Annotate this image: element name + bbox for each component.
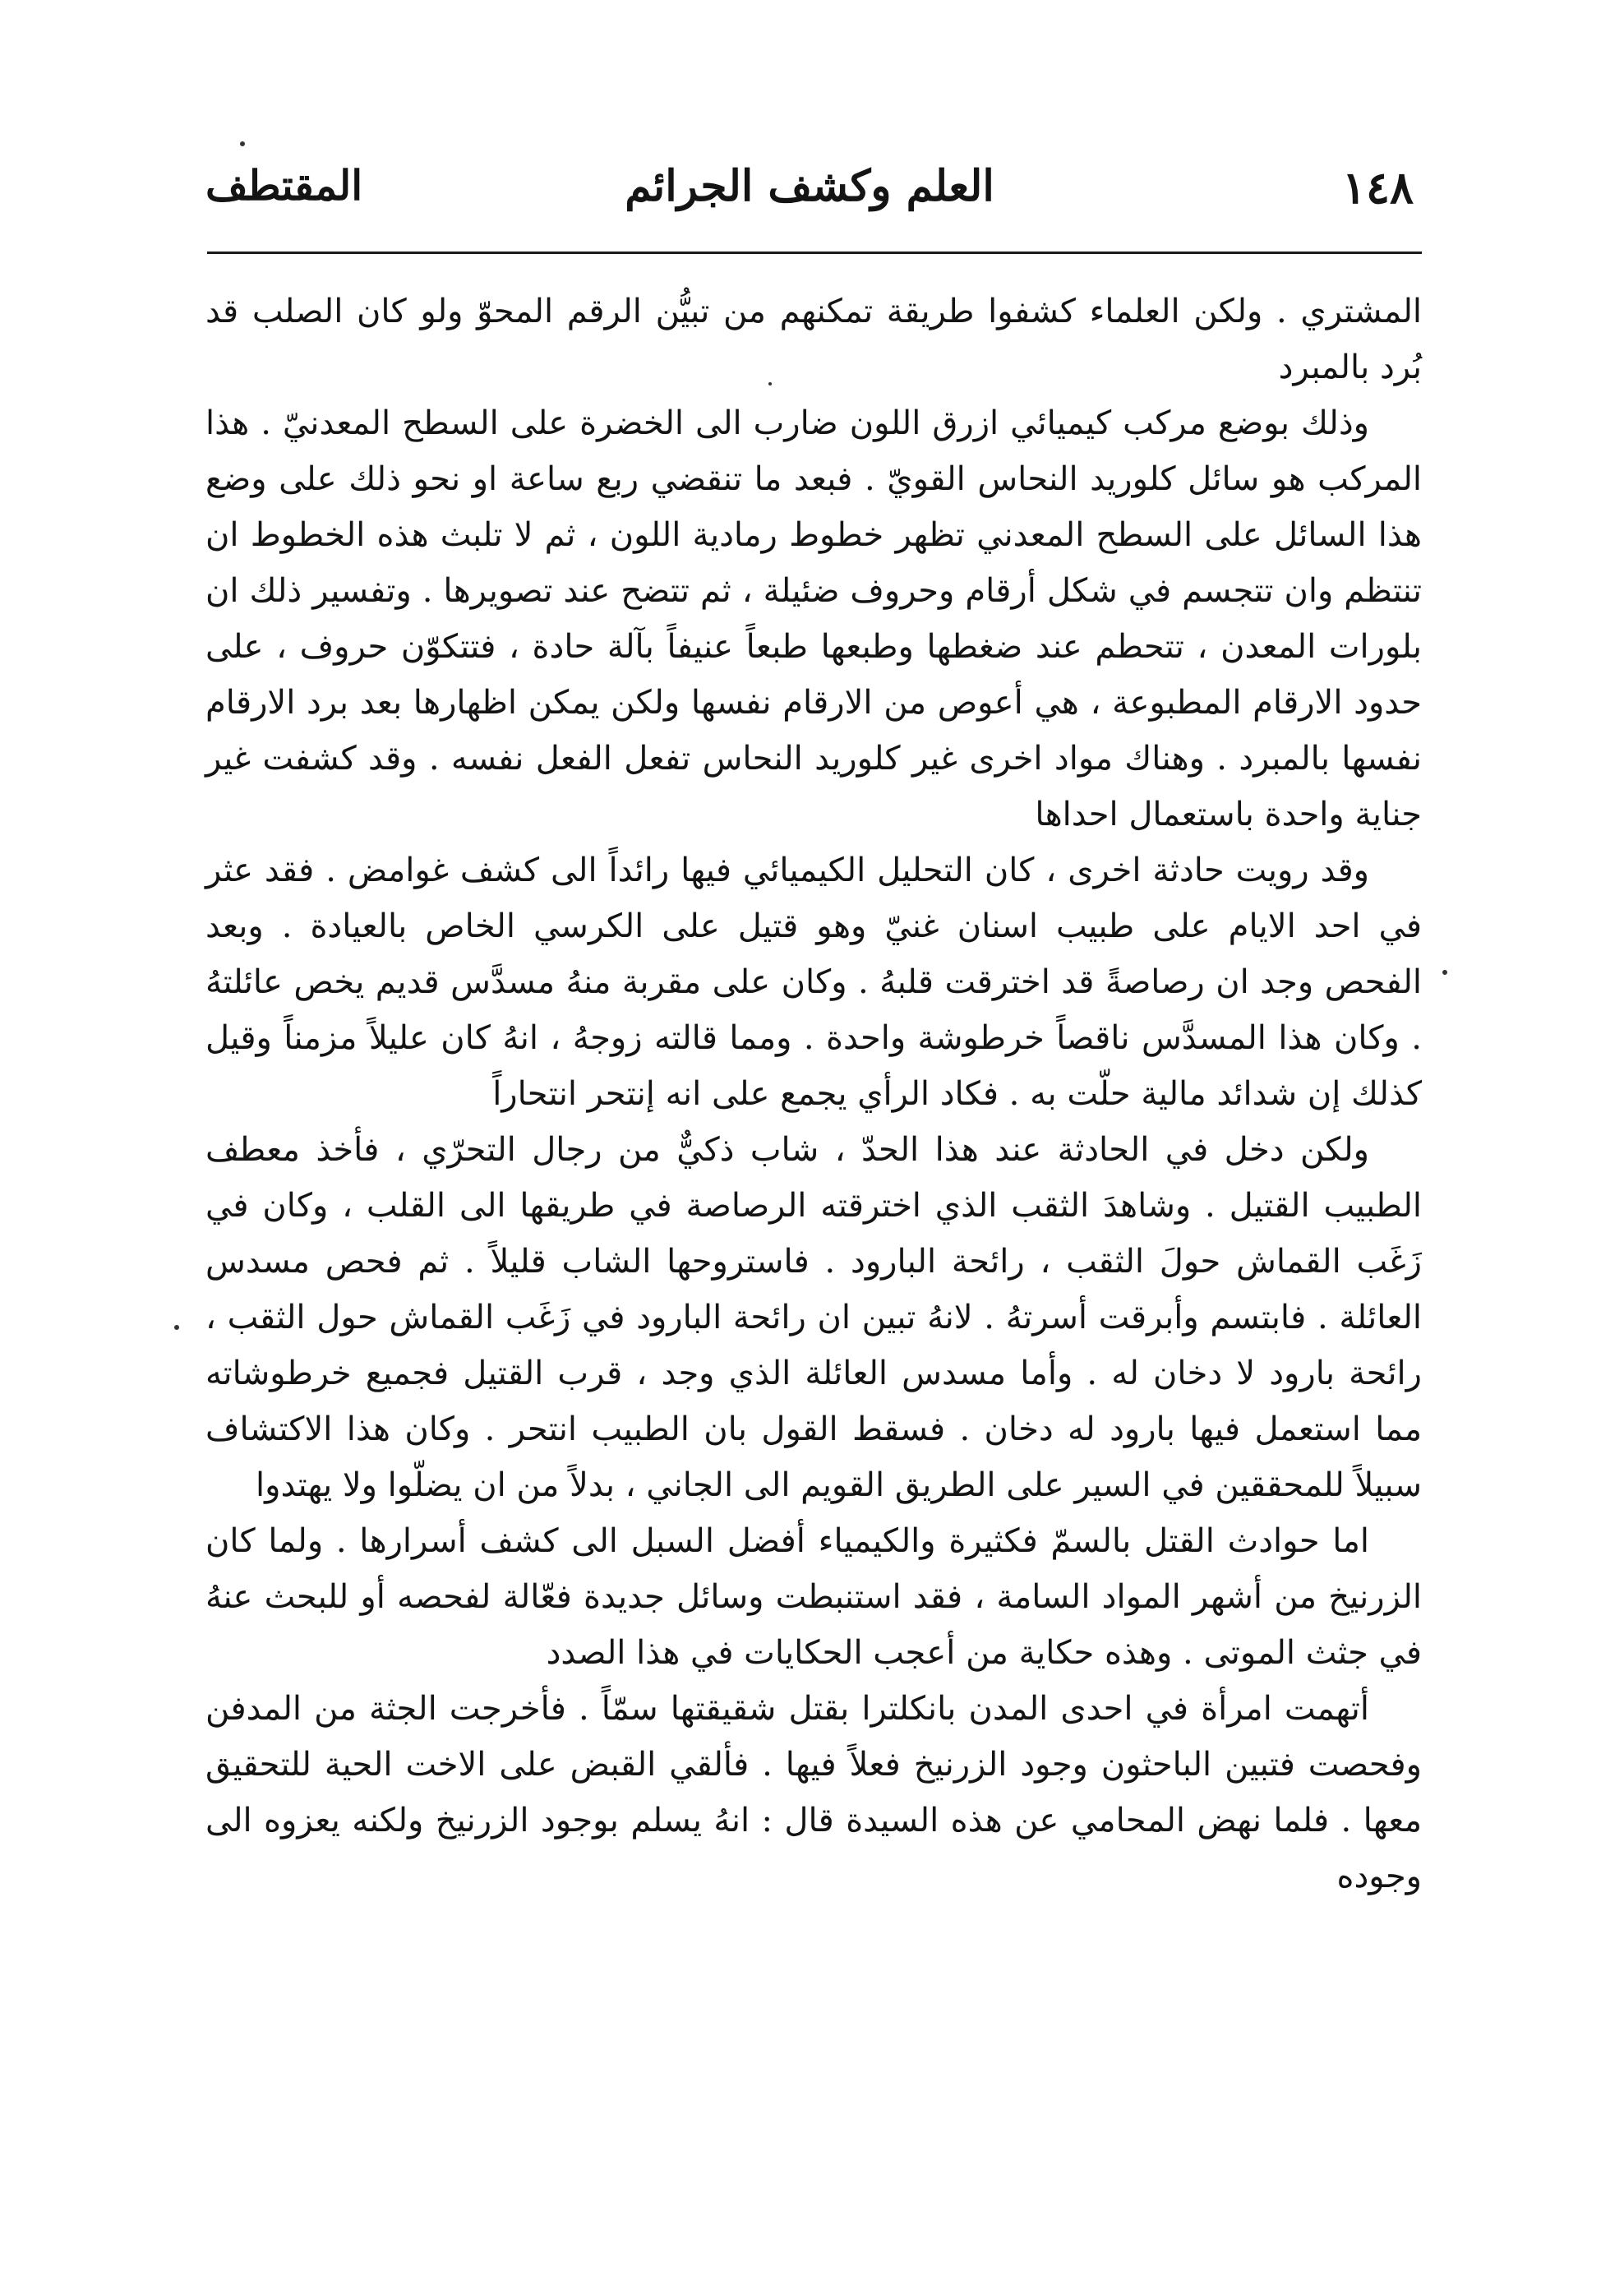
scan-speck <box>240 141 245 146</box>
scan-speck <box>174 1325 179 1330</box>
scan-speck <box>1442 970 1447 975</box>
header-rule <box>207 252 1422 254</box>
paragraph-4: ولكن دخل في الحادثة عند هذا الحدّ ، شاب ذكيٌّ من رجال التحرّي ، فأخذ معطف الطبيب القتيل . وشاهدَ الثقب الذي اخترقته الرصاصة في طريقها الى القلب ، وكان في زَغَب القماش حولَ الثقب ، رائحة البارود . فاستروحها الشاب قليلاً . ثم فحص مسدس العائلة . فابتسم وأبرقت أسرتهُ . لانهُ تبين ان رائحة البارود في زَغَب القماش حول الثقب ، رائحة بارود لا دخان له . وأما مسدس العائلة الذي وجد ، قرب القتيل فجميع خرطوشاته مما استعمل فيها بارود له دخان . فسقط القول بان الطبيب انتحر . وكان هذا الاكتشاف سبيلاً للمحققين في السير على الطريق القويم الى الجاني ، بدلاً من ان يضلّوا ولا يهتدوا <box>205 1131 1422 1504</box>
paragraph-3: وقد رويت حادثة اخرى ، كان التحليل الكيميائي فيها رائداً الى كشف غوامض . فقد عثر في احد الايام على طبيب اسنان غنيّ وهو قتيل على الكرسي الخاص بالعيادة . وبعد الفحص وجد ان رصاصةً قد اخترقت قلبهُ . وكان على مقربة منهُ مسدَّس قديم يخص عائلتهُ . وكان هذا المسدَّس ناقصاً خرطوشة واحدة . ومما قالته زوجهُ ، انهُ كان عليلاً مزمناً وقيل كذلك إن شدائد مالية حلّت به . فكاد الرأي يجمع على انه إنتحر انتحاراً <box>205 852 1423 1113</box>
paragraph-6: أتهمت امرأة في احدى المدن بانكلترا بقتل شقيقتها سمّاً . فأخرجت الجثة من المدفن وفحصت فتبين الباحثون وجود الزرنيخ فعلاً فيها . فألقي القبض على الاخت الحية للتحقيق معها . فلما نهض المحامي عن هذه السيدة قال : انهُ يسلم بوجود الزرنيخ ولكنه يعزوه الى وجوده <box>205 1690 1422 1895</box>
running-title: العلم وكشف الجرائم <box>625 161 994 211</box>
paragraph-1: المشتري . ولكن العلماء كشفوا طريقة تمكنهم من تبيُّن الرقم المحوّ ولو كان الصلب قد بُرد بالمبرد <box>205 293 1422 386</box>
article-body <box>205 284 1422 1904</box>
paragraph-5: اما حوادث القتل بالسمّ فكثيرة والكيمياء أفضل السبل الى كشف أسرارها . ولما كان الزرنيخ من أشهر المواد السامة ، فقد استنبطت وسائل جديدة فعّالة لفحصه أو للبحث عنهُ في جثث الموتى . وهذه حكاية من أعجب الحكايات في هذا الصدد <box>205 1522 1422 1672</box>
paragraph-2: وذلك بوضع مركب كيميائي ازرق اللون ضارب الى الخضرة على السطح المعدنيّ . هذا المركب هو سائل كلوريد النحاس القويّ . فبعد ما تنقضي ربع ساعة او نحو ذلك على وضع هذا السائل على السطح المعدني تظهر خطوط رمادية اللون ، ثم لا تلبث هذه الخطوط ان تنتظم وان تتجسم في شكل أرقام وحروف ضئيلة ، ثم تتضح عند تصويرها . وتفسير ذلك ان بلورات المعدن ، تتحطم عند ضغطها وطبعها طبعاً عنيفاً بآلة حادة ، فتتكوّن حروف ، على حدود الارقام المطبوعة ، هي أعوص من الارقام نفسها ولكن يمكن اظهارها بعد برد الارقام نفسها بالمبرد . وهناك مواد اخرى غير كلوريد النحاس تفعل الفعل نفسه . وقد كشفت غير جناية واحدة باستعمال احداها <box>205 404 1422 833</box>
scan-speck <box>768 382 772 385</box>
journal-name: المقتطف <box>205 161 363 210</box>
page-number: ١٤٨ <box>1341 161 1414 214</box>
page-header <box>205 161 1414 235</box>
